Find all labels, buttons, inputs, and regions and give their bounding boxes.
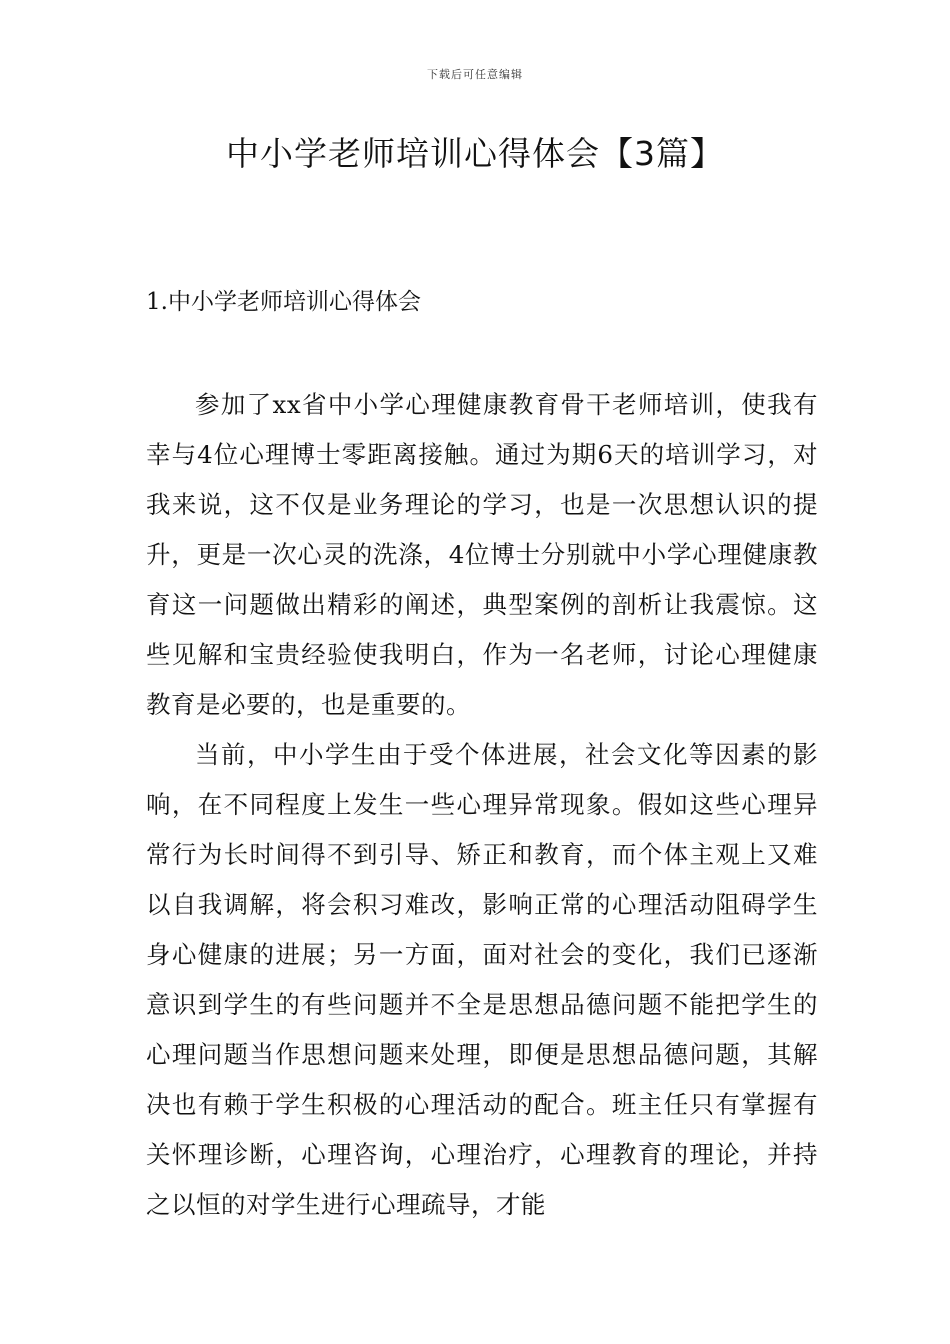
paragraph: 参加了xx省中小学心理健康教育骨干老师培训，使我有幸与4位心理博士零距离接触。通过为期6天的培训学习，对我来说，这不仅是业务理论的学习，也是一次思想认识的提升，更是一次心灵的洗涤，4位博士分别就中小学心理健康教育这一问题做出精彩的阐述，典型案例的剖析让我震惊。这些见解和宝贵经验使我明白，作为一名老师，讨论心理健康教育是必要的，也是重要的。 xyxy=(146,390,818,719)
document-title: 中小学老师培训心得体会【3篇】 xyxy=(226,134,724,173)
section-heading: 1.中小学老师培训心得体会 xyxy=(146,289,421,315)
paragraph: 当前，中小学生由于受个体进展，社会文化等因素的影响，在不同程度上发生一些心理异常现象。假如这些心理异常行为长时间得不到引导、矫正和教育，而个体主观上又难以自我调解，将会积习难改，影响正常的心理活动阻碍学生身心健康的进展；另一方面，面对社会的变化，我们已逐渐意识到学生的有些问题并不全是思想品德问题不能把学生的心理问题当作思想问题来处理，即便是思想品德问题，其解决也有赖于学生积极的心理活动的配合。班主任只有掌握有关怀理诊断，心理咨询，心理治疗，心理教育的理论，并持之以恒的对学生进行心理疏导，才能 xyxy=(146,740,818,1219)
body-text xyxy=(146,380,818,1230)
header-note: 下载后可任意编辑 xyxy=(427,68,523,81)
